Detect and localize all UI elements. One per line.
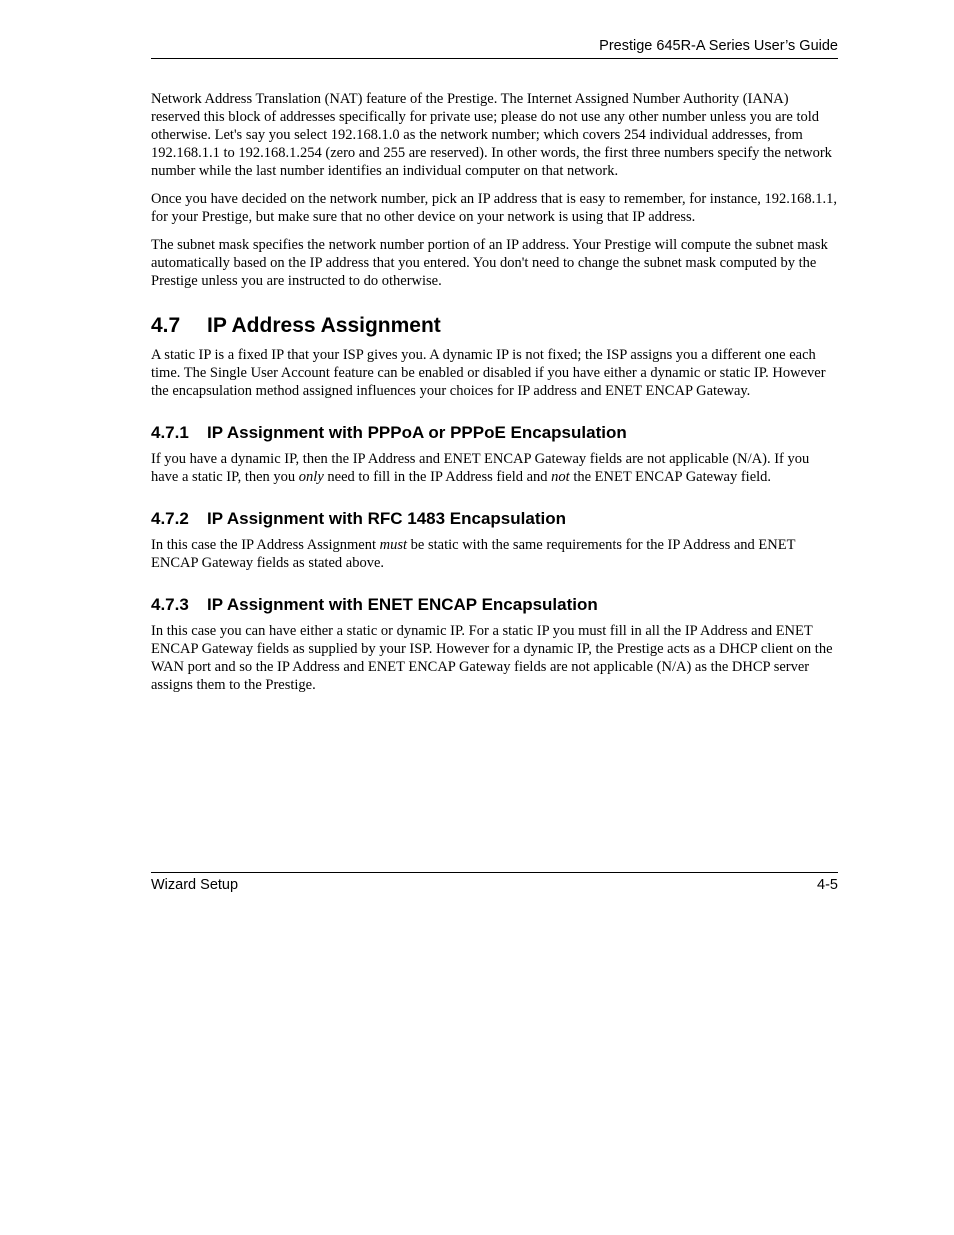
emphasis-only: only	[298, 469, 324, 485]
section-title: IP Assignment with RFC 1483 Encapsulation	[207, 509, 566, 528]
emphasis-must: must	[379, 537, 408, 553]
section-number: 4.7.1	[151, 423, 189, 442]
section-heading-4-7	[151, 313, 838, 339]
running-footer	[151, 872, 838, 894]
section-number: 4.7.3	[151, 595, 189, 614]
paragraph-rfc1483	[151, 536, 838, 572]
section-title: IP Assignment with ENET ENCAP Encapsulation	[207, 595, 598, 614]
text-run: need to fill in the IP Address field and	[323, 469, 552, 485]
paragraph-pppoa-pppoe	[151, 450, 838, 486]
text-run: In this case the IP Address Assignment	[151, 537, 380, 553]
paragraph-nat: Network Address Translation (NAT) feature of the Prestige. The Internet Assigned Number Authority (IANA) reserved this block of addresses specifically for private use; please do not use any other number unless you are told otherwise. Let's say you select 192.168.1.0 as the network number; which covers 254 individual addresses, from 192.168.1.1 to 192.168.1.254 (zero and 255 are reserved). In other words, the first three numbers specify the network number while the last number identifies an individual computer on that network.	[151, 91, 832, 179]
running-header: Prestige 645R-A Series User’s Guide	[151, 37, 838, 59]
section-title: IP Address Assignment	[207, 314, 441, 337]
paragraph-network-number: Once you have decided on the network number, pick an IP address that is easy to remember, for instance, 192.168.1.1, for your Prestige, but make sure that no other device on your network is using that IP address.	[151, 191, 838, 225]
section-heading-4-7-3	[151, 594, 838, 616]
paragraph-subnet-mask: The subnet mask specifies the network number portion of an IP address. Your Prestige will compute the subnet mask automatically based on the IP address that you entered. You don't need to change the subnet mask computed by the Prestige unless you are instructed to do otherwise.	[151, 237, 828, 289]
section-title: IP Assignment with PPPoA or PPPoE Encapsulation	[207, 423, 627, 442]
text-run: be static with the same requirements for the IP Address and ENET ENCAP Gateway fields as stated above.	[151, 537, 796, 571]
section-heading-4-7-1	[151, 422, 838, 444]
paragraph-ip-assignment: A static IP is a fixed IP that your ISP gives you. A dynamic IP is not fixed; the ISP assigns you a different one each time. The Single User Account feature can be enabled or disabled if you have either a dynamic or static IP. However the encapsulation method assigned influences your choices for IP address and ENET ENCAP Gateway.	[151, 347, 826, 399]
section-heading-4-7-2	[151, 508, 838, 530]
section-number: 4.7.2	[151, 509, 189, 528]
text-run: If you have a dynamic IP, then the IP Address and ENET ENCAP Gateway fields are not applicable (N/A). If you have a static IP, then you	[151, 451, 810, 485]
text-run: the ENET ENCAP Gateway field.	[569, 469, 772, 485]
footer-section-name: Wizard Setup	[151, 877, 239, 893]
body-text	[151, 90, 838, 704]
section-number: 4.7	[151, 314, 181, 337]
footer-page-number: 4-5	[817, 877, 838, 893]
emphasis-not: not	[551, 469, 570, 485]
paragraph-enet-encap: In this case you can have either a static or dynamic IP. For a static IP you must fill in all the IP Address and ENET ENCAP Gateway fields as supplied by your ISP. However for a dynamic IP, the Prestige acts as a DHCP client on the WAN port and so the IP Address and ENET ENCAP Gateway fields are not applicable (N/A) as the DHCP server assigns them to the Prestige.	[151, 623, 833, 693]
